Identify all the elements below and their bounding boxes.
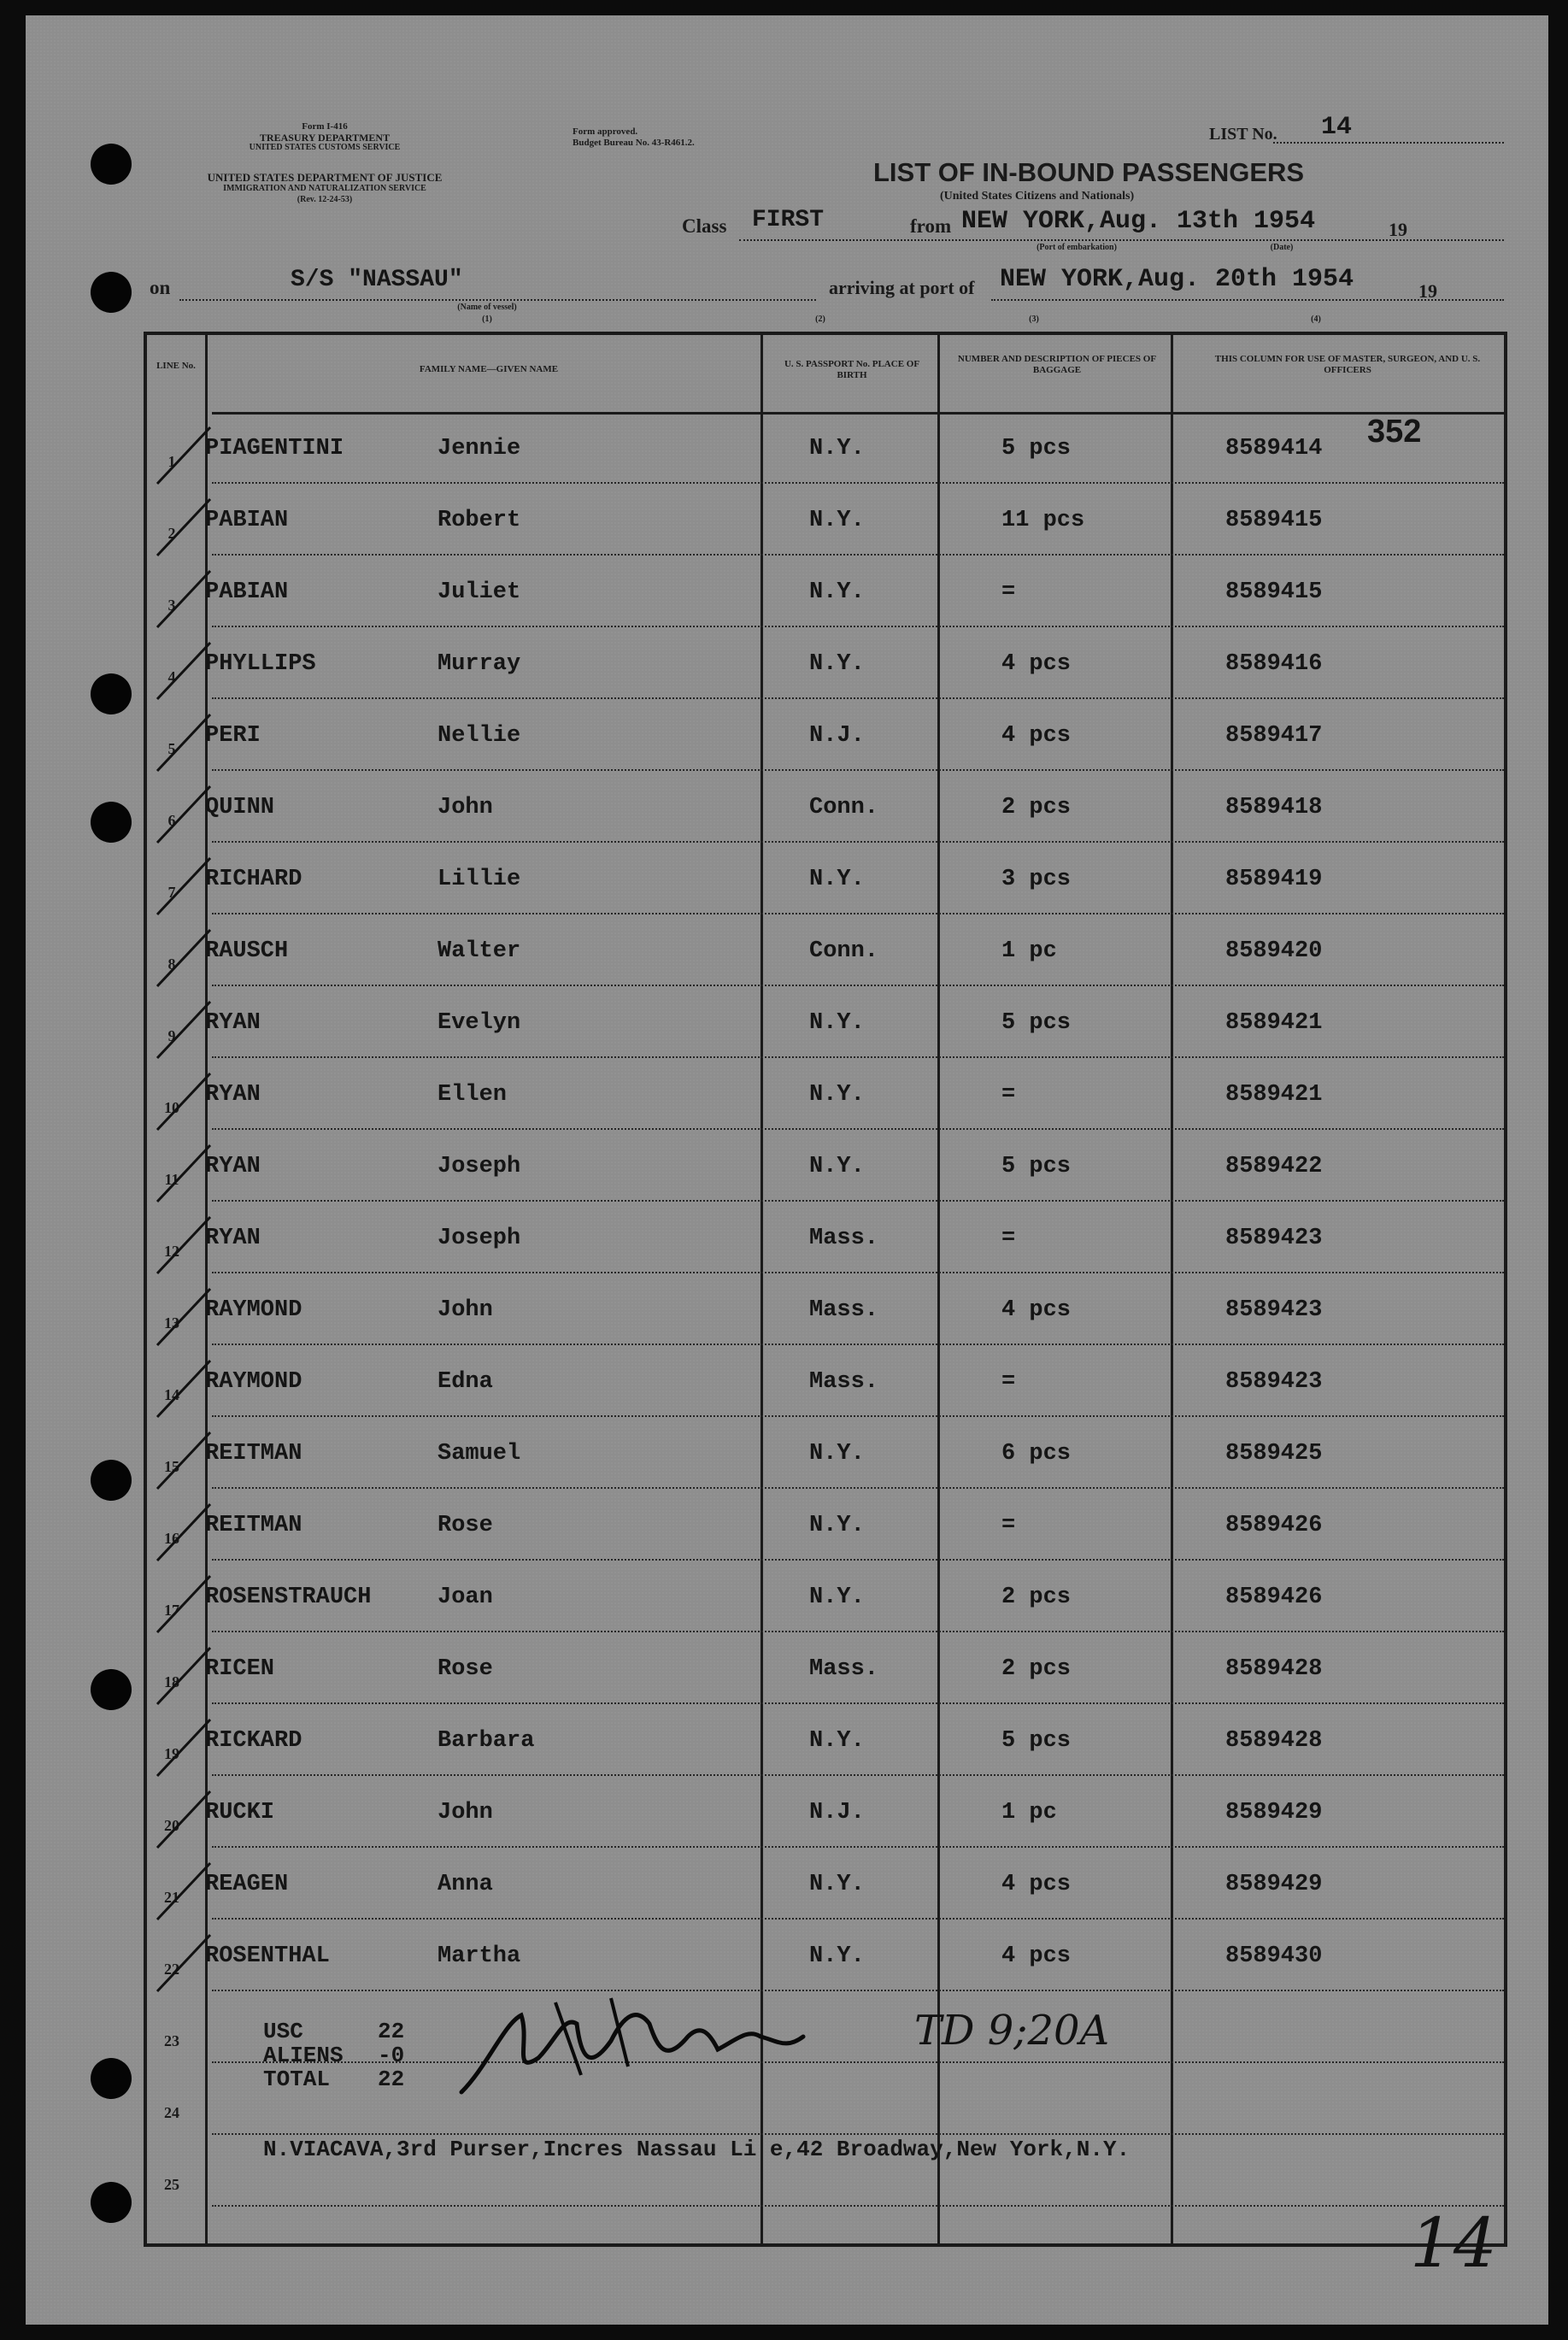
aliens-value: -0 — [378, 2043, 405, 2068]
class-value: FIRST — [752, 207, 825, 233]
usc-value: 22 — [378, 2019, 405, 2044]
table-row — [147, 1920, 1504, 1991]
place-of-birth: N.Y. — [809, 1154, 865, 1179]
arrival-value: NEW YORK,Aug. 20th 1954 — [1000, 265, 1354, 294]
given-name: Jennie — [438, 436, 521, 462]
punch-hole — [91, 2058, 132, 2099]
line-number: 25 — [164, 2176, 179, 2193]
ticket-number: 8589429 — [1225, 1872, 1323, 1897]
line-number: 20 — [164, 1817, 179, 1834]
family-name: PIAGENTINI — [205, 436, 344, 462]
line-number: 23 — [164, 2032, 179, 2049]
punch-hole — [91, 272, 132, 313]
place-of-birth: N.J. — [809, 723, 865, 749]
punch-hole — [91, 1669, 132, 1710]
from-label: from — [910, 215, 952, 237]
table-row — [147, 1273, 1504, 1345]
family-name: PABIAN — [205, 579, 289, 605]
immigration-service: IMMIGRATION AND NATURALIZATION SERVICE — [223, 184, 426, 193]
place-of-birth: Mass. — [809, 1226, 879, 1251]
check-mark-icon — [150, 1355, 219, 1424]
usc-label: USC — [263, 2019, 303, 2044]
customs-service: UNITED STATES CUSTOMS SERVICE — [249, 143, 401, 152]
family-name: RYAN — [205, 1082, 261, 1108]
given-name: Juliet — [438, 579, 521, 605]
ticket-number: 8589415 — [1225, 508, 1323, 533]
signature — [453, 1990, 897, 2109]
line-number: 9 — [167, 1027, 176, 1044]
punch-hole — [91, 673, 132, 714]
ticket-number: 8589423 — [1225, 1297, 1323, 1323]
given-name: Joseph — [438, 1154, 521, 1179]
punch-hole — [91, 802, 132, 843]
place-of-birth: N.Y. — [809, 651, 865, 677]
baggage-count: = — [1001, 1226, 1016, 1251]
check-mark-icon — [150, 1786, 219, 1855]
ticket-number: 8589419 — [1225, 867, 1323, 892]
column-ref-4: (4) — [1311, 315, 1321, 324]
given-name: Joan — [438, 1584, 493, 1610]
year-label-1: 19 — [1389, 219, 1407, 240]
place-of-birth: N.J. — [809, 1800, 865, 1826]
given-name: John — [438, 795, 493, 820]
line-number: 15 — [164, 1458, 179, 1475]
place-of-birth: N.Y. — [809, 1584, 865, 1610]
baggage-count: 5 pcs — [1001, 1154, 1072, 1179]
place-of-birth: N.Y. — [809, 1513, 865, 1538]
ticket-number: 8589414 — [1225, 436, 1323, 462]
family-name: ROSENSTRAUCH — [205, 1584, 372, 1610]
check-mark-icon — [150, 1068, 219, 1137]
given-name: Evelyn — [438, 1010, 521, 1036]
line-number: 17 — [164, 1602, 179, 1619]
list-number-label: LIST No. — [1209, 125, 1277, 144]
place-of-birth: Mass. — [809, 1369, 879, 1395]
form-approved: Form approved. — [573, 126, 638, 137]
family-name: REITMAN — [205, 1513, 302, 1538]
vessel-name-value: S/S "NASSAU" — [291, 267, 463, 293]
ticket-number: 8589429 — [1225, 1800, 1323, 1826]
ticket-number: 8589423 — [1225, 1369, 1323, 1395]
form-number: Form I-416 — [302, 121, 348, 132]
line-number: 6 — [167, 812, 176, 829]
ticket-number: 8589426 — [1225, 1584, 1323, 1610]
ticket-number: 8589423 — [1225, 1226, 1323, 1251]
line-number: 7 — [167, 884, 176, 901]
place-of-birth: N.Y. — [809, 1010, 865, 1036]
given-name: Samuel — [438, 1441, 521, 1467]
baggage-count: 2 pcs — [1001, 1584, 1072, 1610]
check-mark-icon — [150, 997, 219, 1065]
table-row — [147, 699, 1504, 771]
arrival-rule — [991, 299, 1504, 301]
baggage-count: 5 pcs — [1001, 436, 1072, 462]
family-name: RICKARD — [205, 1728, 302, 1754]
line-number: 18 — [164, 1673, 179, 1690]
budget-bureau: Budget Bureau No. 43-R461.2. — [573, 138, 695, 148]
table-row — [147, 771, 1504, 843]
ticket-number: 8589428 — [1225, 1656, 1323, 1682]
place-of-birth: Mass. — [809, 1656, 879, 1682]
given-name: Murray — [438, 651, 521, 677]
vessel-caption: (Name of vessel) — [457, 303, 517, 312]
manifest-page — [26, 15, 1548, 2325]
baggage-count: = — [1001, 579, 1016, 605]
line-number: 16 — [164, 1530, 179, 1547]
table-row — [147, 627, 1504, 699]
given-name: Lillie — [438, 867, 521, 892]
ticket-number: 8589425 — [1225, 1441, 1323, 1467]
page-number: 352 — [1367, 414, 1422, 450]
embarkation-value: NEW YORK,Aug. 13th 1954 — [961, 207, 1316, 236]
table-row — [147, 1704, 1504, 1776]
family-name: REITMAN — [205, 1441, 302, 1467]
place-of-birth: N.Y. — [809, 579, 865, 605]
family-name: RYAN — [205, 1226, 261, 1251]
check-mark-icon — [150, 1714, 219, 1783]
family-name: RICEN — [205, 1656, 275, 1682]
margin-mark: 14 — [1410, 2203, 1497, 2283]
line-number: 5 — [167, 740, 176, 757]
place-of-birth: Conn. — [809, 795, 879, 820]
family-name: QUINN — [205, 795, 275, 820]
header-baggage: NUMBER AND DESCRIPTION OF PIECES OF BAGGAGE — [957, 354, 1157, 375]
header-passport: U. S. PASSPORT No. PLACE OF BIRTH — [784, 359, 920, 380]
table-row — [147, 986, 1504, 1058]
total-label: TOTAL — [263, 2067, 331, 2092]
family-name: PABIAN — [205, 508, 289, 533]
ticket-number: 8589415 — [1225, 579, 1323, 605]
baggage-count: 4 pcs — [1001, 1943, 1072, 1969]
port-caption: (Port of embarkation) — [1037, 243, 1117, 252]
family-name: PERI — [205, 723, 261, 749]
row-rule — [212, 2205, 1504, 2207]
list-number-rule — [1273, 142, 1504, 144]
check-mark-icon — [150, 709, 219, 778]
family-name: RAUSCH — [205, 938, 289, 964]
signature-note: TD 9;20A — [914, 2007, 1110, 2055]
baggage-count: = — [1001, 1513, 1016, 1538]
table-row — [147, 556, 1504, 627]
total-value: 22 — [378, 2067, 405, 2092]
given-name: Anna — [438, 1872, 493, 1897]
form-revision: (Rev. 12-24-53) — [297, 195, 353, 204]
table-row — [147, 412, 1504, 484]
ticket-number: 8589428 — [1225, 1728, 1323, 1754]
line-number: 19 — [164, 1745, 179, 1762]
ticket-number: 8589430 — [1225, 1943, 1323, 1969]
check-mark-icon — [150, 638, 219, 706]
table-row — [147, 914, 1504, 986]
family-name: RAYMOND — [205, 1369, 302, 1395]
given-name: John — [438, 1297, 493, 1323]
line-number: 22 — [164, 1961, 179, 1978]
ticket-number: 8589420 — [1225, 938, 1323, 964]
punch-hole — [91, 2182, 132, 2223]
line-number: 11 — [164, 1171, 179, 1188]
line-number: 2 — [167, 525, 176, 542]
baggage-count: 4 pcs — [1001, 1872, 1072, 1897]
table-row — [147, 1561, 1504, 1632]
table-row — [147, 1130, 1504, 1202]
column-ref-2: (2) — [815, 315, 825, 324]
check-mark-icon — [150, 1427, 219, 1496]
place-of-birth: N.Y. — [809, 508, 865, 533]
check-mark-icon — [150, 925, 219, 993]
family-name: RICHARD — [205, 867, 302, 892]
date-caption: (Date) — [1270, 243, 1294, 252]
list-number-value: 14 — [1321, 113, 1353, 142]
check-mark-icon — [150, 422, 219, 491]
place-of-birth: Conn. — [809, 938, 879, 964]
column-ref-1: (1) — [482, 315, 492, 324]
baggage-count: 5 pcs — [1001, 1010, 1072, 1036]
baggage-count: = — [1001, 1082, 1016, 1108]
family-name: PHYLLIPS — [205, 651, 316, 677]
line-number: 1 — [167, 453, 176, 470]
given-name: Ellen — [438, 1082, 508, 1108]
ticket-number: 8589422 — [1225, 1154, 1323, 1179]
check-mark-icon — [150, 1499, 219, 1567]
passenger-table — [144, 332, 1507, 2247]
check-mark-icon — [150, 1212, 219, 1280]
table-row — [147, 1345, 1504, 1417]
line-number: 4 — [167, 668, 176, 685]
table-row — [147, 1489, 1504, 1561]
given-name: Nellie — [438, 723, 521, 749]
place-of-birth: N.Y. — [809, 1872, 865, 1897]
baggage-count: 3 pcs — [1001, 867, 1072, 892]
family-name: ROSENTHAL — [205, 1943, 330, 1969]
document-subtitle: (United States Citizens and Nationals) — [940, 190, 1135, 203]
check-mark-icon — [150, 1284, 219, 1352]
baggage-count: 4 pcs — [1001, 651, 1072, 677]
baggage-count: 5 pcs — [1001, 1728, 1072, 1754]
place-of-birth: N.Y. — [809, 1943, 865, 1969]
family-name: RYAN — [205, 1154, 261, 1179]
given-name: Joseph — [438, 1226, 521, 1251]
given-name: Barbara — [438, 1728, 535, 1754]
place-of-birth: Mass. — [809, 1297, 879, 1323]
check-mark-icon — [150, 1643, 219, 1711]
table-row — [147, 484, 1504, 556]
line-number: 12 — [164, 1243, 179, 1260]
baggage-count: 11 pcs — [1001, 508, 1085, 533]
table-row — [147, 1202, 1504, 1273]
header-officers: THIS COLUMN FOR USE OF MASTER, SURGEON, AND U. S. OFFICERS — [1214, 354, 1481, 375]
on-label: on — [150, 277, 171, 298]
line-number: 14 — [164, 1386, 179, 1403]
baggage-count: 2 pcs — [1001, 795, 1072, 820]
baggage-count: 4 pcs — [1001, 1297, 1072, 1323]
punch-hole — [91, 144, 132, 185]
table-row — [147, 1632, 1504, 1704]
baggage-count: 6 pcs — [1001, 1441, 1072, 1467]
family-name: RYAN — [205, 1010, 261, 1036]
given-name: John — [438, 1800, 493, 1826]
given-name: Martha — [438, 1943, 521, 1969]
given-name: Edna — [438, 1369, 493, 1395]
check-mark-icon — [150, 853, 219, 921]
baggage-count: = — [1001, 1369, 1016, 1395]
ticket-number: 8589421 — [1225, 1010, 1323, 1036]
baggage-count: 4 pcs — [1001, 723, 1072, 749]
check-mark-icon — [150, 1858, 219, 1926]
year-label-2: 19 — [1418, 280, 1437, 302]
baggage-count: 1 pc — [1001, 938, 1057, 964]
table-row — [147, 1417, 1504, 1489]
ticket-number: 8589418 — [1225, 795, 1323, 820]
place-of-birth: N.Y. — [809, 1728, 865, 1754]
table-row — [147, 1848, 1504, 1920]
family-name: RUCKI — [205, 1800, 275, 1826]
baggage-count: 1 pc — [1001, 1800, 1057, 1826]
header-name: FAMILY NAME—GIVEN NAME — [419, 364, 559, 374]
line-number: 13 — [164, 1314, 179, 1332]
ticket-number: 8589421 — [1225, 1082, 1323, 1108]
given-name: Robert — [438, 508, 521, 533]
line-number: 24 — [164, 2104, 179, 2121]
family-name: RAYMOND — [205, 1297, 302, 1323]
document-title: LIST OF IN-BOUND PASSENGERS — [873, 157, 1305, 187]
given-name: Rose — [438, 1656, 493, 1682]
line-number: 21 — [164, 1889, 179, 1906]
check-mark-icon — [150, 494, 219, 562]
aliens-label: ALIENS — [263, 2043, 344, 2068]
vessel-rule — [179, 299, 816, 301]
line-number: 3 — [167, 597, 176, 614]
check-mark-icon — [150, 1930, 219, 1998]
line-number: 8 — [167, 955, 176, 973]
ticket-number: 8589416 — [1225, 651, 1323, 677]
ticket-number: 8589426 — [1225, 1513, 1323, 1538]
table-row — [147, 1776, 1504, 1848]
punch-hole — [91, 1460, 132, 1501]
check-mark-icon — [150, 1140, 219, 1208]
table-row — [147, 1058, 1504, 1130]
place-of-birth: N.Y. — [809, 867, 865, 892]
given-name: Walter — [438, 938, 521, 964]
header-line-no: LINE No. — [156, 361, 196, 371]
ticket-number: 8589417 — [1225, 723, 1323, 749]
given-name: Rose — [438, 1513, 493, 1538]
check-mark-icon — [150, 781, 219, 850]
line-number: 10 — [164, 1099, 179, 1116]
class-rule — [739, 239, 1504, 241]
place-of-birth: N.Y. — [809, 436, 865, 462]
purser-line: N.VIACAVA,3rd Purser,Incres Nassau Li e,42 Broadway,New York,N.Y. — [263, 2137, 1130, 2162]
place-of-birth: N.Y. — [809, 1441, 865, 1467]
treasury-department: TREASURY DEPARTMENT — [259, 132, 391, 144]
class-label: Class — [682, 215, 727, 237]
column-ref-3: (3) — [1029, 315, 1039, 324]
place-of-birth: N.Y. — [809, 1082, 865, 1108]
table-row — [147, 843, 1504, 914]
baggage-count: 2 pcs — [1001, 1656, 1072, 1682]
family-name: REAGEN — [205, 1872, 289, 1897]
department-of-justice: UNITED STATES DEPARTMENT OF JUSTICE — [207, 171, 443, 184]
arriving-label: arriving at port of — [829, 277, 975, 298]
check-mark-icon — [150, 566, 219, 634]
check-mark-icon — [150, 1571, 219, 1639]
